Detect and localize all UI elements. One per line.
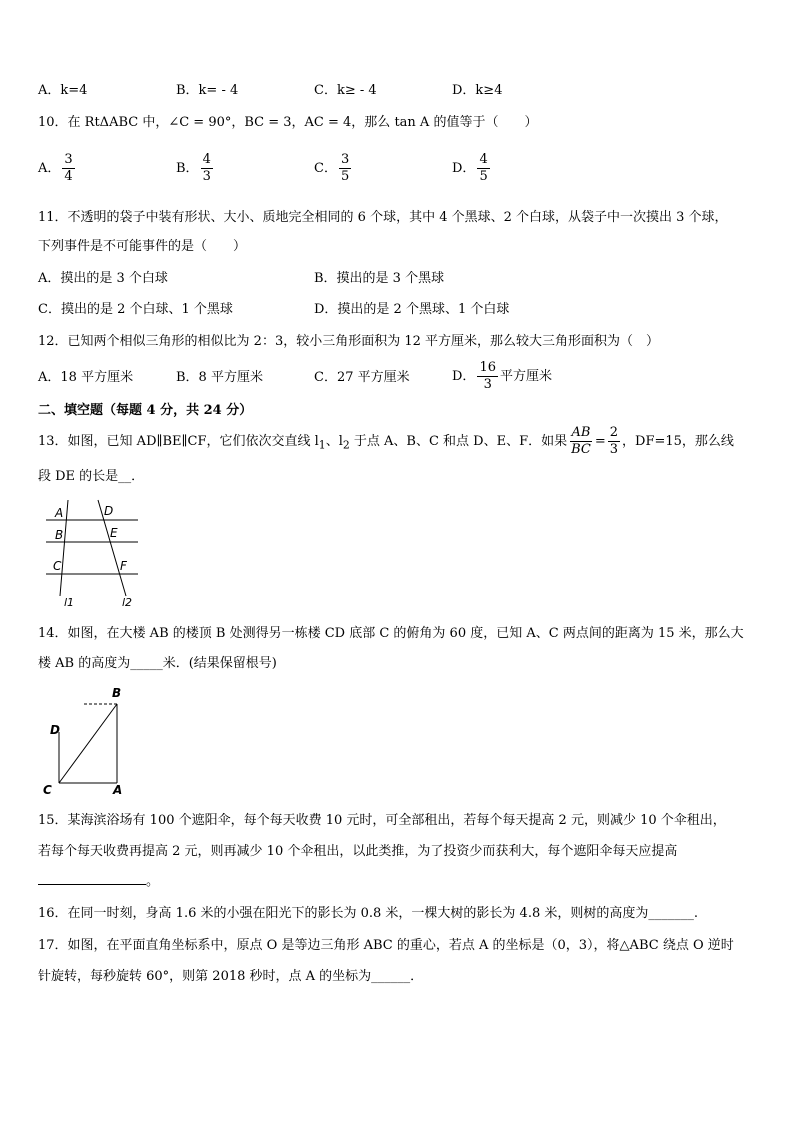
q15-answer-blank	[38, 884, 146, 885]
q11-option-a: A．摸出的是 3 个白球	[38, 271, 168, 286]
label-e: E	[110, 526, 118, 540]
fraction-numerator: 16	[479, 360, 496, 375]
q11-option-b: B．摸出的是 3 个黑球	[314, 271, 445, 286]
label-a: A	[113, 783, 123, 797]
q10-option-a-fraction	[62, 152, 74, 185]
q10-option-c-label: C．	[314, 161, 337, 176]
q10-option-b-fraction	[201, 152, 213, 185]
q15-stem-line3	[38, 873, 159, 891]
fraction-numerator: 4	[479, 152, 488, 167]
fraction-denominator: 5	[340, 169, 350, 184]
q10-option-c	[314, 152, 353, 185]
q17-stem-line2: 针旋转，每秒旋转 60°，则第 2018 秒时，点 A 的坐标为______．	[38, 969, 424, 984]
q11-option-d: D．摸出的是 2 个黑球、1 个白球	[314, 302, 510, 317]
q14-stem-line2: 楼 AB 的高度为_____米．(结果保留根号)	[38, 656, 277, 671]
label-d: D	[50, 723, 60, 737]
q10-option-b-label: B．	[176, 161, 199, 176]
q12-option-b: B．8 平方厘米	[176, 370, 263, 385]
q12-option-d-fraction	[477, 360, 498, 393]
q14-stem-line1: 14．如图，在大楼 AB 的楼顶 B 处测得另一栋楼 CD 底部 C 的俯角为 60 度，已知 A、C 两点间的距离为 15 米，那么大	[38, 626, 744, 641]
q13-text-a: 13．如图，已知 AD∥BE∥CF，它们依次交直线 l	[38, 434, 319, 449]
q15-stem-line2: 若每个每天收费再提高 2 元，则再减少 10 个伞租出，以此类推，为了投资少而获利大，每个遮阳伞每天应提高	[38, 844, 678, 859]
label-c: C	[53, 559, 62, 573]
label-b: B	[112, 686, 122, 700]
fraction-denominator: 5	[479, 169, 488, 184]
label-a: A	[55, 506, 64, 520]
fraction-denominator: 3	[609, 442, 619, 457]
q13-text-b: 、l	[325, 434, 343, 449]
fraction-numerator: 4	[202, 152, 211, 167]
q12-option-d-unit: 平方厘米	[499, 369, 552, 384]
fraction-numerator: 3	[340, 152, 350, 167]
label-l2: l2	[122, 596, 133, 609]
q16-stem: 16．在同一时刻，身高 1.6 米的小强在阳光下的影长为 0.8 米，一棵大树的影长为 4.8 米，则树的高度为_______.	[38, 906, 698, 921]
q10-option-a	[38, 152, 77, 185]
fraction-denominator: 4	[64, 169, 73, 184]
q12-option-c: C．27 平方厘米	[314, 370, 410, 385]
q15-stem-line1: 15．某海滨浴场有 100 个遮阳伞，每个每天收费 10 元时，可全部租出，若每个每天提高 2 元，则减少 10 个伞租出，	[38, 813, 726, 828]
q11-stem-line2: 下列事件是不可能事件的是（ ）	[38, 239, 247, 254]
q12-option-d	[452, 360, 552, 393]
q12-stem: 12．已知两个相似三角形的相似比为 2：3，较小三角形面积为 12 平方厘米，那么较大三角形面积为（ ）	[38, 334, 660, 349]
label-f: F	[120, 559, 127, 573]
section-title-fill-in: 二、填空题（每题 4 分，共 24 分）	[38, 403, 253, 418]
q13-text-d: ，DF=15，那么线	[622, 434, 734, 449]
q15-line3-end: 。	[146, 874, 160, 889]
q14-figure	[40, 686, 140, 796]
fraction-numerator: AB	[571, 425, 591, 440]
q13-text-c: 于点 A、B、C 和点 D、E、F．如果	[349, 434, 568, 449]
q13-sub-2: 2	[342, 438, 350, 452]
q12-option-a: A．18 平方厘米	[38, 370, 134, 385]
q13-stem-line2: 段 DE 的长是__．	[38, 469, 145, 484]
fraction-denominator: 3	[483, 377, 492, 392]
q9-option-d: D．k≥4	[452, 83, 503, 98]
q13-sub-1: 1	[318, 438, 326, 452]
q13-ratio-fraction	[569, 425, 593, 458]
q10-stem: 10．在 RtΔABC 中，∠C = 90°，BC = 3，AC = 4，那么 tan A 的值等于（ ）	[38, 115, 538, 130]
q10-option-d-fraction	[477, 152, 489, 185]
q13-equals: =	[594, 434, 606, 449]
q10-option-c-fraction	[339, 152, 351, 185]
fraction-denominator: 3	[202, 169, 211, 184]
q13-figure	[40, 500, 150, 610]
label-l1: l1	[64, 596, 75, 609]
q12-option-d-label: D．	[452, 369, 476, 384]
q13-stem-line1	[38, 425, 734, 458]
q9-option-a: A．k=4	[38, 83, 88, 98]
fraction-denominator: BC	[571, 442, 591, 457]
label-b: B	[55, 528, 64, 542]
q10-option-d	[452, 152, 492, 185]
label-c: C	[43, 783, 52, 797]
label-d: D	[104, 504, 114, 518]
q9-option-c: C．k≥ - 4	[314, 83, 377, 98]
q11-option-c: C．摸出的是 2 个白球、1 个黑球	[38, 302, 233, 317]
q17-stem-line1: 17．如图，在平面直角坐标系中，原点 O 是等边三角形 ABC 的重心，若点 A 的坐标是（0，3），将△ABC 绕点 O 逆时	[38, 938, 734, 953]
q10-option-a-label: A．	[38, 161, 61, 176]
q10-option-b	[176, 152, 215, 185]
q9-option-b: B．k= - 4	[176, 83, 239, 98]
fraction-numerator: 2	[609, 425, 619, 440]
q11-stem-line1: 11．不透明的袋子中装有形状、大小、质地完全相同的 6 个球，其中 4 个黑球、2 个白球，从袋子中一次摸出 3 个球，	[38, 210, 728, 225]
sight-line-bc	[59, 704, 117, 783]
q10-option-d-label: D．	[452, 161, 476, 176]
q13-value-fraction	[608, 425, 620, 458]
fraction-numerator: 3	[64, 152, 73, 167]
